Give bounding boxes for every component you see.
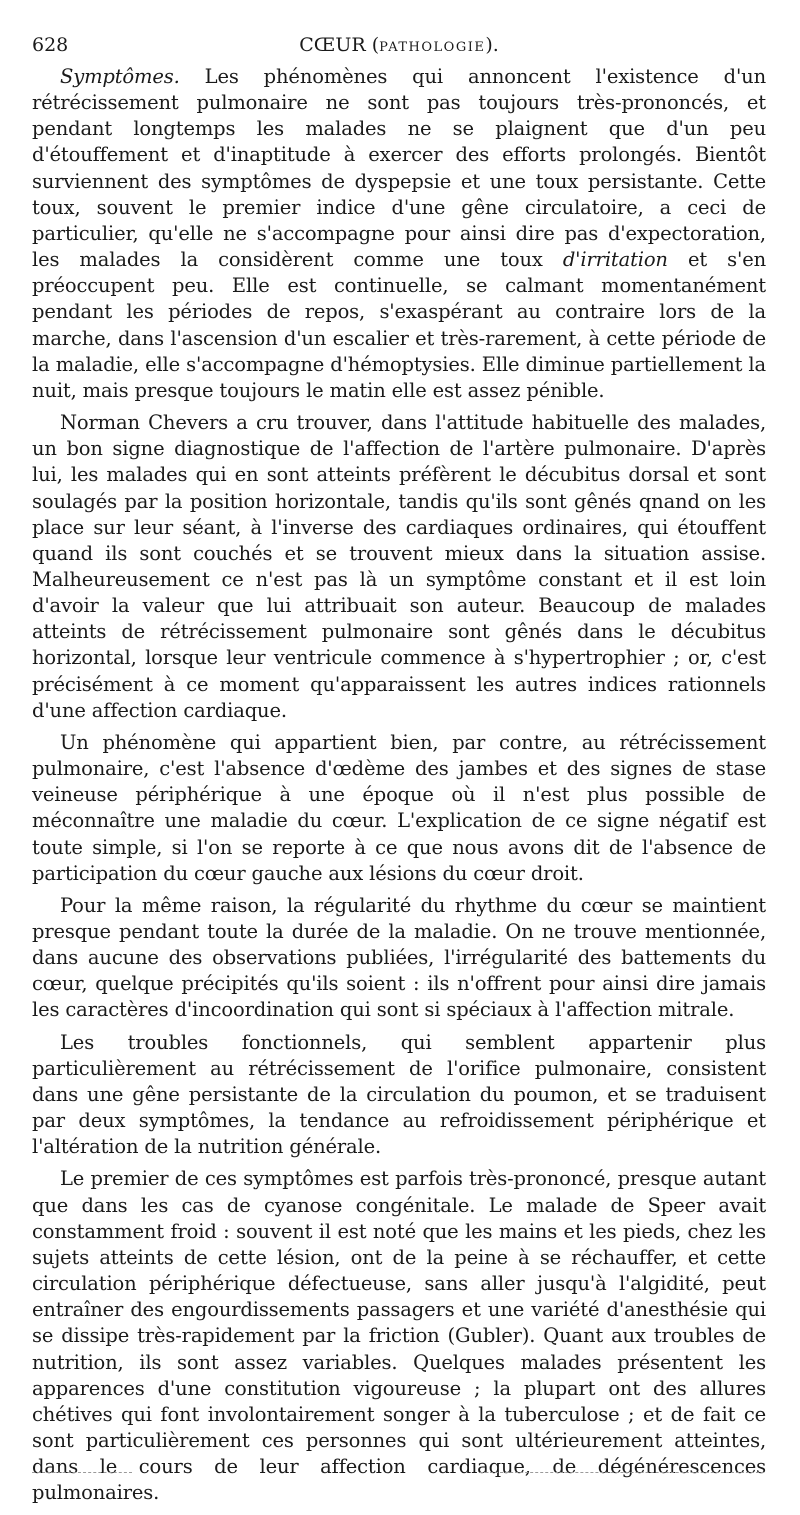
running-title-subtitle: PATHOLOGIE: [379, 40, 486, 55]
book-page: [32, 28, 766, 1512]
running-title-close-paren: ).: [485, 34, 499, 56]
paragraph-text-continued: et s'en préoccupent peu. Elle est continuelle, se calmant momentanément pendant les périodes de repos, s'exaspérant au contraire lors de la marche, dans l'ascension d'un escalier et très-rarement, à cette période de la maladie, elle s'accompagne d'hémoptysies. Elle diminue partiellement la nuit, mais presque toujours le matin elle est assez pénible.: [32, 248, 766, 402]
page-number: 628: [32, 34, 69, 56]
paragraph-absence-oedeme: Un phénomène qui appartient bien, par contre, au rétrécissement pulmonaire, c'est l'absence d'œdème des jambes et des signes de stase veineuse périphérique à une époque où il n'est plus possible de méconnaître une maladie du cœur. L'explication de ce signe négatif est toute simple, si l'on se reporte à ce que nous avons dit de l'absence de participation du cœur gauche aux lésions du cœur droit.: [32, 730, 766, 885]
footer-rule-right: [480, 1472, 764, 1473]
page-header: [32, 28, 766, 62]
body-text: [32, 64, 766, 1506]
running-title-main: CŒUR: [299, 34, 366, 56]
paragraph-regularite-rhythme: Pour la même raison, la régularité du rhythme du cœur se maintient presque pendant toute la durée de la maladie. On ne trouve mentionnée, dans aucune des observations publiées, l'irrégularité des battements du cœur, quelque précipités qu'ils soient : ils n'offrent pour ainsi dire jamais les caractères d'incoordination qui sont si spéciaux à l'affection mitrale.: [32, 893, 766, 1022]
paragraph-norman-chevers: Norman Chevers a cru trouver, dans l'attitude habituelle des malades, un bon signe diagnostique de l'affection de l'artère pulmonaire. D'après lui, les malades qui en sont atteints préfèrent le décubitus dorsal et sont soulagés par la position horizontale, tandis qu'ils sont gênés qnand on les place sur leur séant, à l'inverse des cardiaques ordinaires, qui étouffent quand ils sont couchés et se trouvent mieux dans la situation assise. Malheureusement ce n'est pas là un symptôme constant et il est loin d'avoir la valeur que lui attribuait son auteur. Beaucoup de malades atteints de rétrécissement pulmonaire sont gênés dans le décubitus horizontal, lorsque leur ventricule commence à s'hypertrophier ; or, c'est précisément à ce moment qu'apparaissent les autres indices rationnels d'une affection cardiaque.: [32, 411, 766, 722]
running-title: [32, 28, 766, 65]
paragraph-lead: Symptômes.: [60, 65, 180, 88]
paragraph-emphasis: d'irritation: [562, 248, 668, 272]
paragraph-symptomes: [32, 64, 766, 404]
paragraph-premier-symptome: Le premier de ces symptômes est parfois très-prononcé, presque autant que dans les cas de cyanose congénitale. Le malade de Speer avait constamment froid : souvent il est noté que les mains et les pieds, chez les sujets atteints de cette lésion, ont de la peine à se réchauffer, et cette circulation périphérique défectueuse, sans aller jusqu'à l'algidité, peut entraîner des engourdissements passagers et une variété d'anesthésie qui se dissipe très-rapidement par la friction (Gubler). Quant aux troubles de nutrition, ils sont assez variables. Quelques malades présentent les apparences d'une constitution vigoureuse ; la plupart ont des allures chétives qui font involontairement songer à la tuberculose ; et de fait ce sont particulièrement ces personnes qui sont ultérieurement atteintes, dans le cours de leur affection cardiaque, de dégénérescences pulmonaires.: [32, 1167, 766, 1505]
running-title-open-paren: (: [371, 34, 380, 56]
paragraph-troubles-fonctionnels: Les troubles fonctionnels, qui semblent appartenir plus particulièrement au rétrécissement de l'orifice pulmonaire, consistent dans une gêne persistante de la circulation du poumon, et se traduisent par deux symptômes, la tendance au refroidissement périphérique et l'altération de la nutrition générale.: [32, 1030, 766, 1159]
paragraph-text: Les phénomènes qui annoncent l'existence d'un rétrécissement pulmonaire ne sont pas toujours très-prononcés, et pendant longtemps les malades ne se plaignent que d'un peu d'étouffement et d'inaptitude à exercer des efforts prolongés. Bientôt surviennent des symptômes de dyspepsie et une toux persistante. Cette toux, souvent le premier indice d'une gêne circulatoire, a ceci de particulier, qu'elle ne s'accompagne pour ainsi dire pas d'expectoration, les malades la considèrent comme une toux: [32, 65, 766, 272]
footer-rule-left: [32, 1472, 132, 1473]
